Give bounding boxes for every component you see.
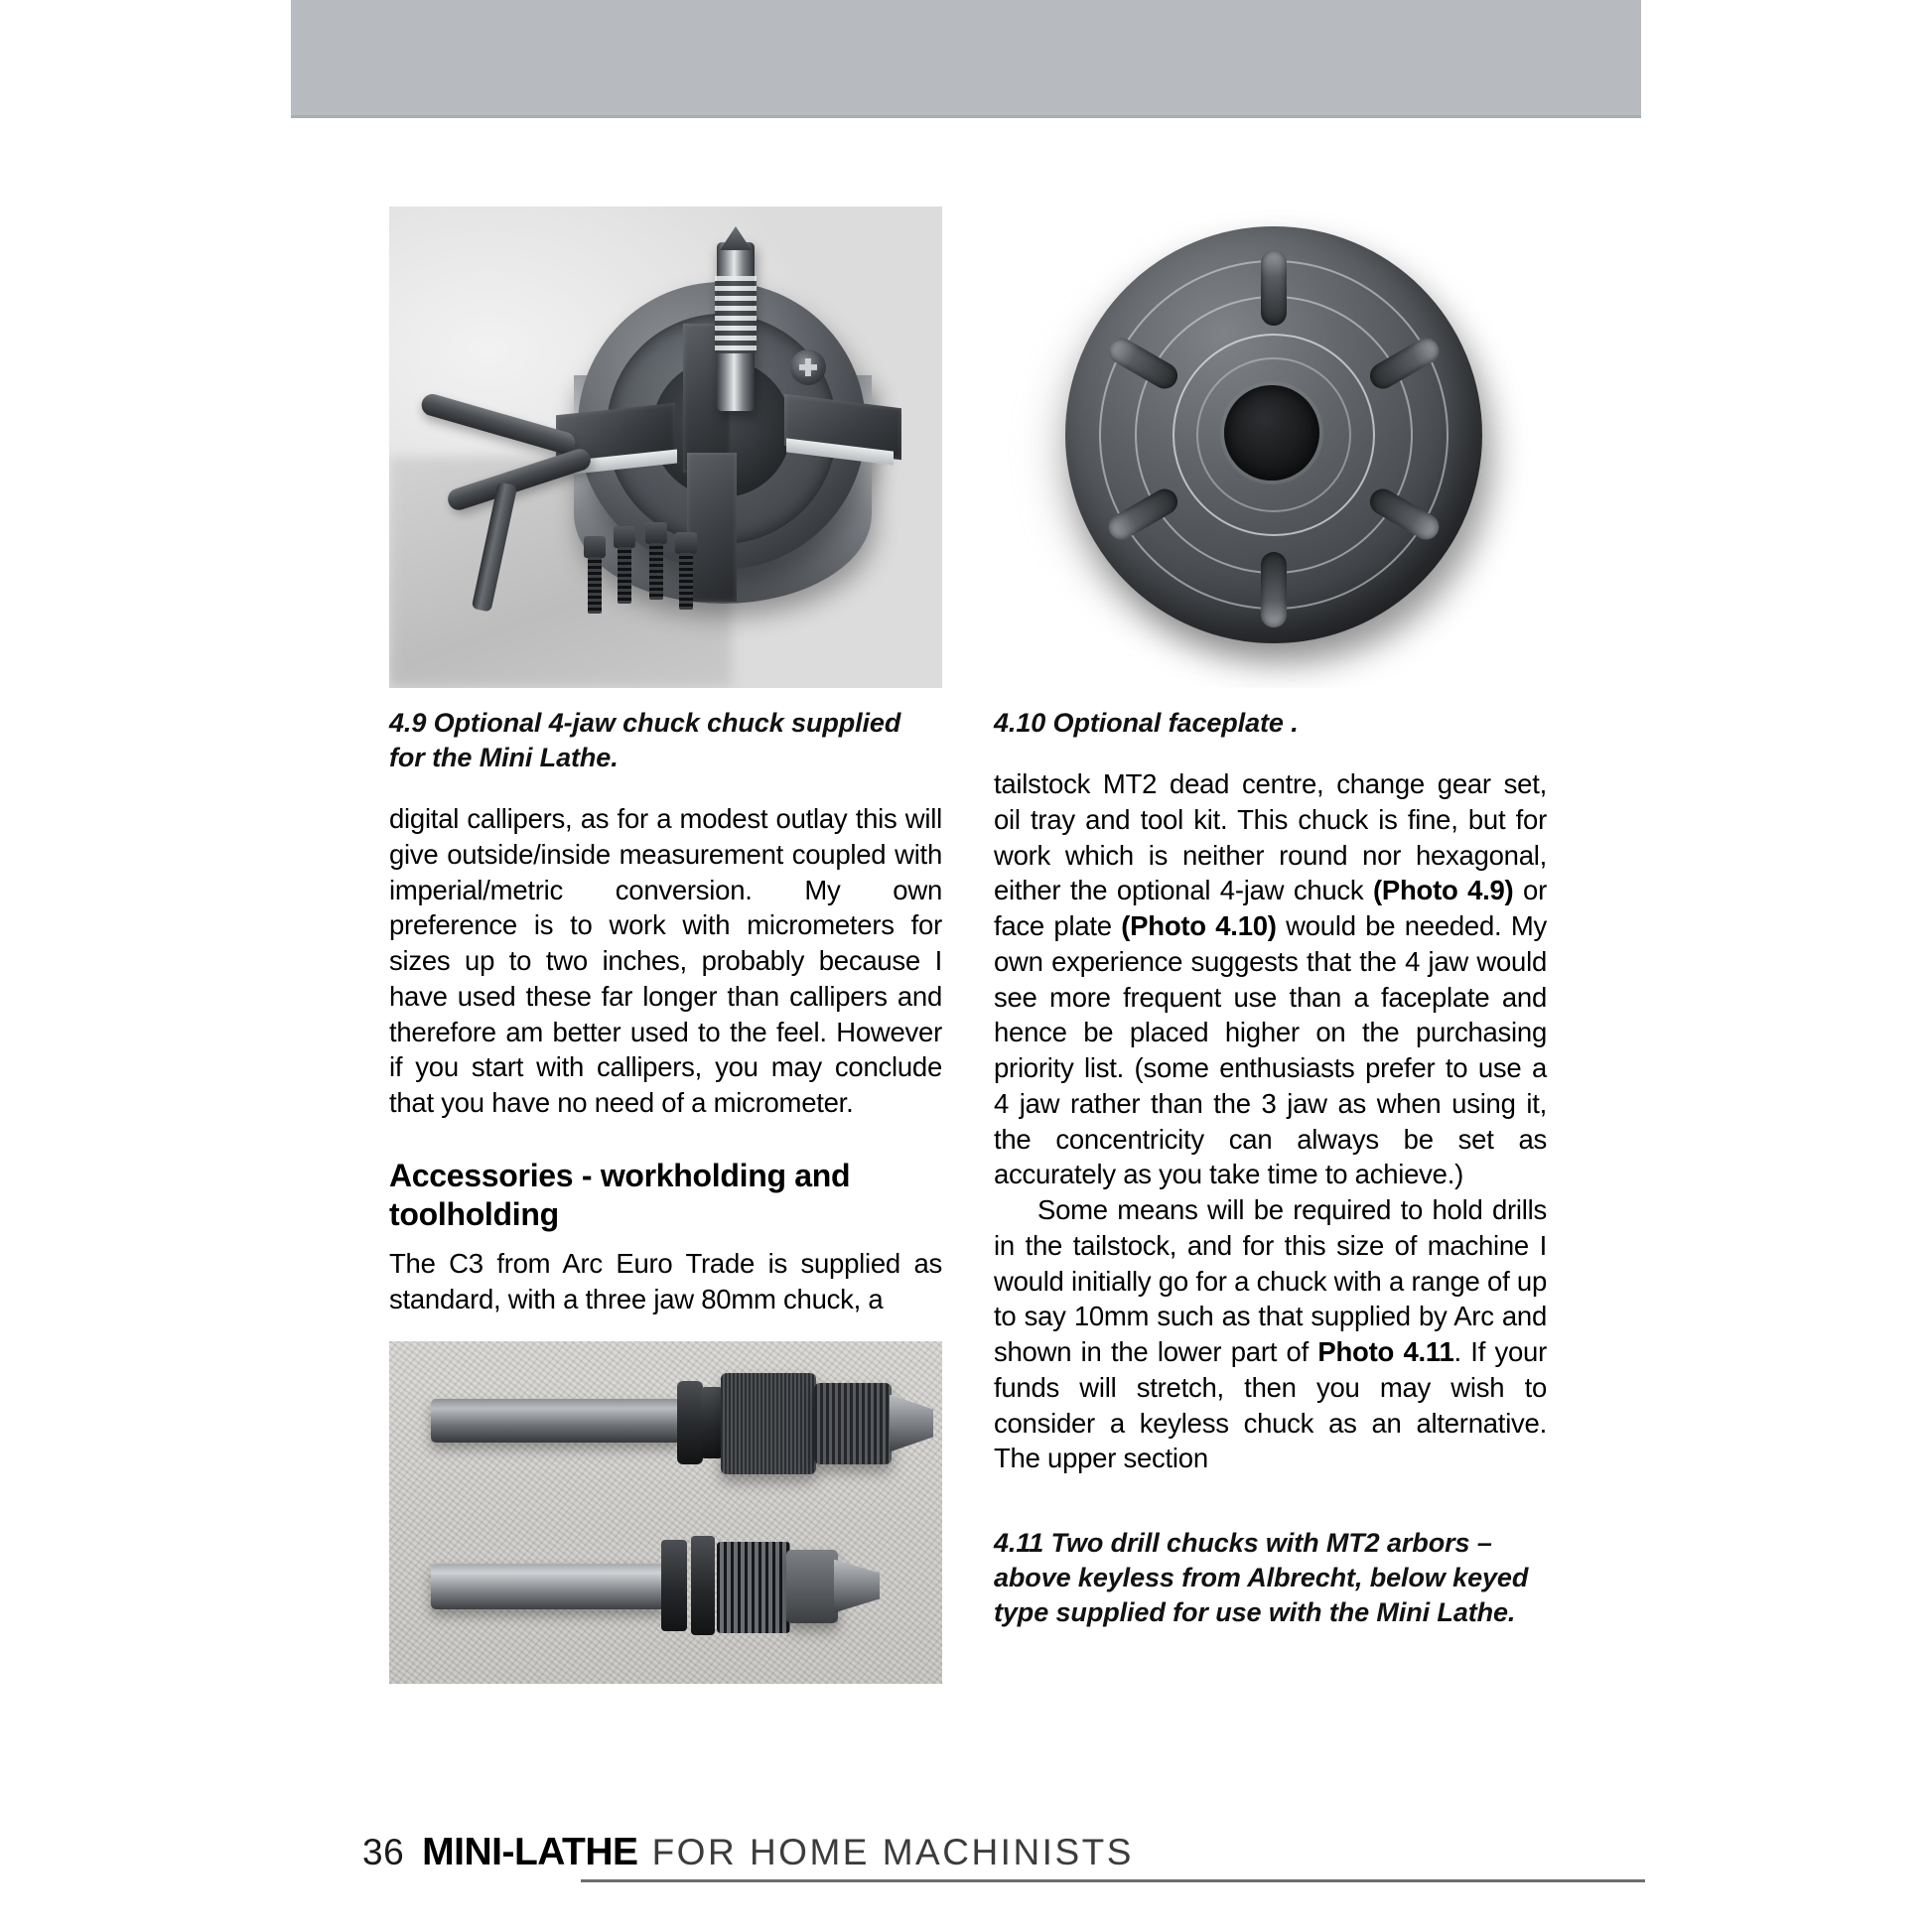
arbor-collar [691, 1536, 715, 1635]
figure-caption-4-11: 4.11 Two drill chucks with MT2 arbors – above keyless from Albrecht, below keyed type supplied for use with the Mini Lathe. [994, 1528, 1529, 1628]
chuck-key-upright [717, 242, 755, 411]
arbor-collar [701, 1387, 723, 1458]
faceplate-disc [1065, 226, 1482, 643]
left-column [389, 207, 942, 1684]
cap-screw [645, 522, 667, 600]
right-paragraph-2: Some means will be required to hold drills in the tailstock, and for this size of machine I would initially go for a chuck with a range of up to say 10mm such as that supplied by Arc and shown in the lower part of Photo 4.11. If your funds will stretch, then you may wish to consider a keyless chuck as an alternative. The upper section [994, 1194, 1548, 1474]
book-subtitle: FOR HOME MACHINISTS [651, 1832, 1134, 1872]
right-paragraph-1: tailstock MT2 dead centre, change gear set, oil tray and tool kit. This chuck is fine, but for work which is neither round nor hexagonal, either the optional 4-jaw chuck (Photo 4.9) or face plate (Photo 4.10) would be needed. My own experience suggests that the 4 jaw would see more frequent use than a faceplate and hence be placed higher on the purchasing priority list. (some enthusiasts prefer to use a 4 jaw rather than the 3 jaw as when using it, the concentricity can always be set as accurately as you take time to achieve.) [994, 768, 1547, 1190]
photo-4-10-faceplate [994, 207, 1547, 688]
two-column-layout [389, 207, 1547, 1684]
chuck-knurled-sleeve [721, 1373, 816, 1474]
cap-screw [675, 532, 697, 610]
arbor-collar [677, 1381, 703, 1464]
mt2-arbor-taper [431, 1564, 665, 1609]
footer-rule [581, 1879, 1645, 1882]
chuck-knurled-sleeve [814, 1383, 892, 1464]
page-number: 36 [362, 1832, 405, 1872]
faceplate-slot [1261, 250, 1287, 326]
chuck-body-sleeve [786, 1550, 838, 1623]
mt2-arbor-taper [431, 1399, 681, 1443]
figure-caption-4-10: 4.10 Optional faceplate . [994, 708, 1299, 738]
chuck-key-gear-ring [717, 1542, 790, 1633]
photo-4-11-drill-chucks [389, 1341, 942, 1684]
faceplate-centre-bore [1224, 385, 1319, 481]
page-footer [362, 1831, 1643, 1874]
cap-screw [614, 526, 635, 604]
book-title: MINI-LATHE [422, 1831, 638, 1873]
chuck-key-socket [790, 349, 826, 385]
arbor-collar [661, 1540, 687, 1631]
left-paragraph-2: The C3 from Arc Euro Trade is supplied as standard, with a three jaw 80mm chuck, a [389, 1248, 942, 1314]
cap-screw [584, 536, 606, 614]
faceplate-slot [1261, 552, 1287, 627]
left-paragraph-1: digital callipers, as for a modest outlay this will give outside/inside measurement coupled with imperial/metric conversion. My own preference is to work with micrometers for sizes up to two inches, probably because I have used these far longer than callipers and therefore am better used to the feel. However if you start with callipers, you may conclude that you have no need of a micrometer. [389, 803, 942, 1119]
photo-4-9-four-jaw-chuck [389, 207, 942, 688]
figure-caption-4-9: 4.9 Optional 4-jaw chuck chuck supplied for the Mini Lathe. [389, 708, 901, 773]
top-grey-band [291, 0, 1641, 118]
section-heading-accessories: Accessories - workholding and toolholding [389, 1157, 851, 1232]
right-column [994, 207, 1547, 1684]
